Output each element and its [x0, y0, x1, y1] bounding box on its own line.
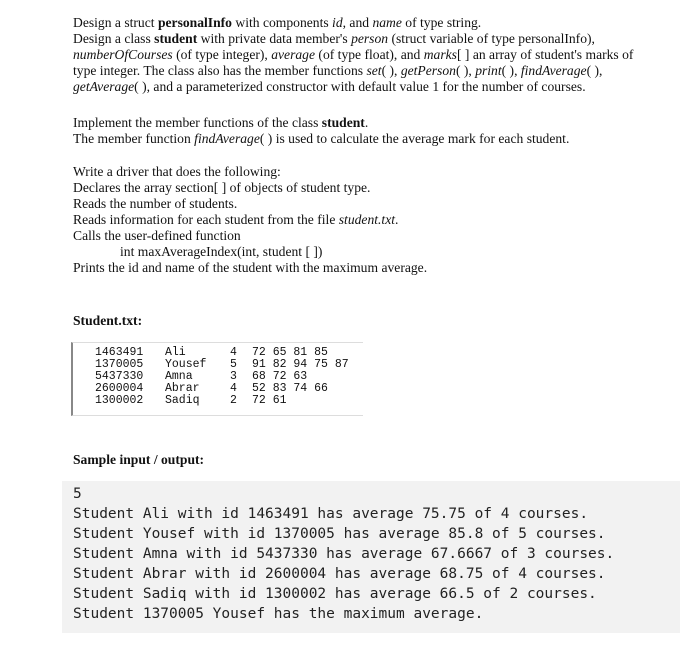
p3-line-1: Write a driver that does the following:: [73, 164, 281, 179]
io-line: Student 1370005 Yousef has the maximum average.: [73, 606, 484, 622]
p3-line-6: int maxAverageIndex(int, student [ ]): [120, 244, 323, 259]
io-line: 5: [73, 486, 82, 502]
io-line: Student Sadiq with id 1300002 has average 66.5 of 2 courses.: [73, 586, 597, 602]
p3-line-5: Calls the user-defined function: [73, 228, 241, 243]
p3-line-4: Reads information for each student from the file student.txt.: [73, 212, 399, 227]
io-heading: Sample input / output:: [73, 452, 205, 467]
sample-io-console: [62, 481, 680, 633]
file-count: 3: [230, 370, 237, 383]
io-line: Student Yousef with id 1370005 has average 85.8 of 5 courses.: [73, 526, 606, 542]
file-id: 1370005: [95, 358, 144, 371]
problem-paragraph-2: [73, 115, 569, 147]
file-name: Sadiq: [165, 394, 200, 407]
problem-paragraph-3: [73, 164, 427, 276]
file-marks: 72 61: [252, 394, 287, 407]
io-line: Student Abrar with id 2600004 has average 68.75 of 4 courses.: [73, 566, 606, 582]
file-id: 1300002: [95, 394, 144, 407]
p1-line-2: Design a class student with private data member's person (struct variable of type personalInfo),: [73, 31, 595, 46]
io-line: Student Amna with id 5437330 has average 67.6667 of 3 courses.: [73, 546, 615, 562]
p1-line-1: Design a struct personalInfo with components id, and name of type string.: [73, 15, 482, 30]
p1-line-5: getAverage( ), and a parameterized constructor with default value 1 for the number of courses.: [73, 79, 586, 94]
file-marks: 52 83 74 66: [252, 382, 328, 395]
p2-line-1: Implement the member functions of the class student.: [73, 115, 369, 130]
file-count: 2: [230, 394, 237, 407]
p2-line-2: The member function findAverage( ) is used to calculate the average mark for each student.: [73, 131, 570, 146]
io-line: Student Ali with id 1463491 has average 75.75 of 4 courses.: [73, 506, 589, 522]
p1-line-4: type integer. The class also has the member functions set( ), getPerson( ), print( ), findAverage( ),: [73, 63, 603, 78]
file-id: 2600004: [95, 382, 144, 395]
file-marks: 91 82 94 75 87: [252, 358, 349, 371]
file-id: 5437330: [95, 370, 144, 383]
p1-line-3: numberOfCourses (of type integer), average (of type float), and marks[ ] an array of student's marks of: [73, 47, 634, 62]
file-name: Yousef: [165, 358, 207, 371]
file-marks: 68 72 63: [252, 370, 308, 383]
p3-line-3: Reads the number of students.: [73, 196, 238, 211]
file-id: 1463491: [95, 346, 144, 359]
file-name: Amna: [165, 370, 193, 383]
problem-paragraph-1: [73, 15, 633, 95]
file-heading: Student.txt:: [73, 313, 143, 328]
file-count: 4: [230, 346, 237, 359]
file-count: 4: [230, 382, 237, 395]
file-name: Ali: [165, 346, 186, 359]
file-marks: 72 65 81 85: [252, 346, 328, 359]
file-name: Abrar: [165, 382, 200, 395]
p3-line-2: Declares the array section[ ] of objects of student type.: [73, 180, 371, 195]
p3-line-7: Prints the id and name of the student with the maximum average.: [73, 260, 428, 275]
file-count: 5: [230, 358, 237, 371]
file-content-box: [71, 342, 363, 416]
